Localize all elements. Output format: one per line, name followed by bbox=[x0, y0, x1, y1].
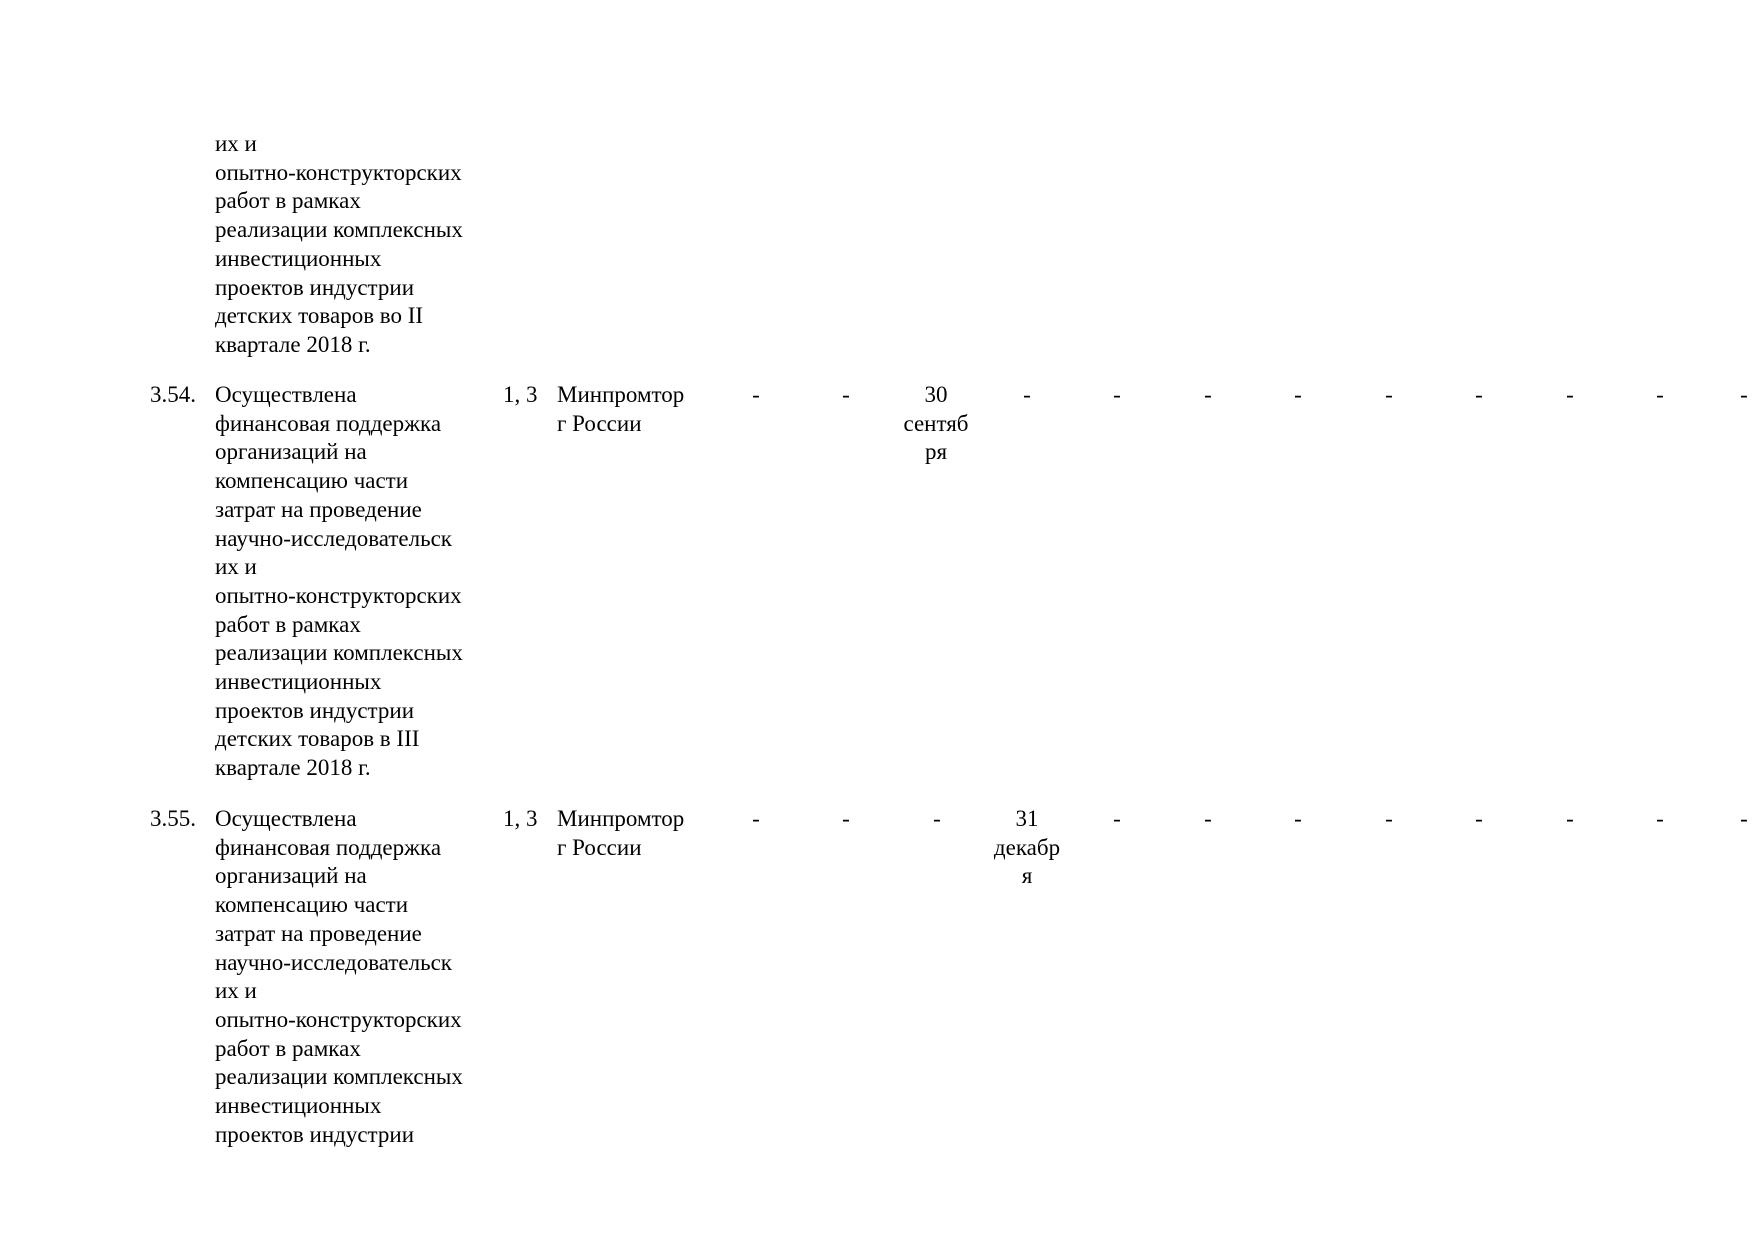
continued-description: их и опытно-конструкторских работ в рамках реализации комплексных инвестиционных проектов индустрии детских товаров во II квартале 2018 г. bbox=[215, 131, 463, 357]
period-cell: - bbox=[1475, 806, 1483, 831]
row-responsible: Минпромтор г России bbox=[557, 806, 685, 860]
period-cell: - bbox=[1385, 382, 1393, 407]
period-cell: - bbox=[1475, 382, 1483, 407]
row-number: 3.54. bbox=[150, 382, 196, 407]
period-cell: - bbox=[1740, 382, 1748, 407]
period-cell: - bbox=[1113, 382, 1121, 407]
row-tasks: 1, 3 bbox=[503, 806, 538, 831]
period-cell: - bbox=[1204, 806, 1212, 831]
period-cell: - bbox=[1656, 806, 1664, 831]
row-number: 3.55. bbox=[150, 806, 196, 831]
period-cell: - bbox=[1566, 806, 1574, 831]
period-cell: - bbox=[1113, 806, 1121, 831]
period-cell: - bbox=[842, 806, 850, 831]
period-cell: - bbox=[1294, 806, 1302, 831]
period-cell: 31 декабр я bbox=[993, 806, 1061, 889]
period-cell: 30 сентяб ря bbox=[903, 382, 969, 465]
row-description: Осуществлена финансовая поддержка организаций на компенсацию части затрат на проведение научно-исследовательск их и опытно-конструкторских работ в рамках реализации комплексных инвестиционных проектов индустрии bbox=[215, 806, 463, 1147]
row-tasks: 1, 3 bbox=[503, 382, 538, 407]
period-cell: - bbox=[1656, 382, 1664, 407]
period-cell: - bbox=[842, 382, 850, 407]
row-description: Осуществлена финансовая поддержка организаций на компенсацию части затрат на проведение научно-исследовательск их и опытно-конструкторских работ в рамках реализации комплексных инвестиционных проектов индустрии детских товаров в III квартале 2018 г. bbox=[215, 382, 463, 781]
period-cell: - bbox=[752, 382, 760, 407]
period-cell: - bbox=[1385, 806, 1393, 831]
period-cell: - bbox=[1204, 382, 1212, 407]
period-cell: - bbox=[933, 806, 941, 831]
period-cell: - bbox=[752, 806, 760, 831]
period-cell: - bbox=[1023, 382, 1031, 407]
row-responsible: Минпромтор г России bbox=[557, 382, 685, 436]
period-cell: - bbox=[1740, 806, 1748, 831]
period-cell: - bbox=[1566, 382, 1574, 407]
period-cell: - bbox=[1294, 382, 1302, 407]
